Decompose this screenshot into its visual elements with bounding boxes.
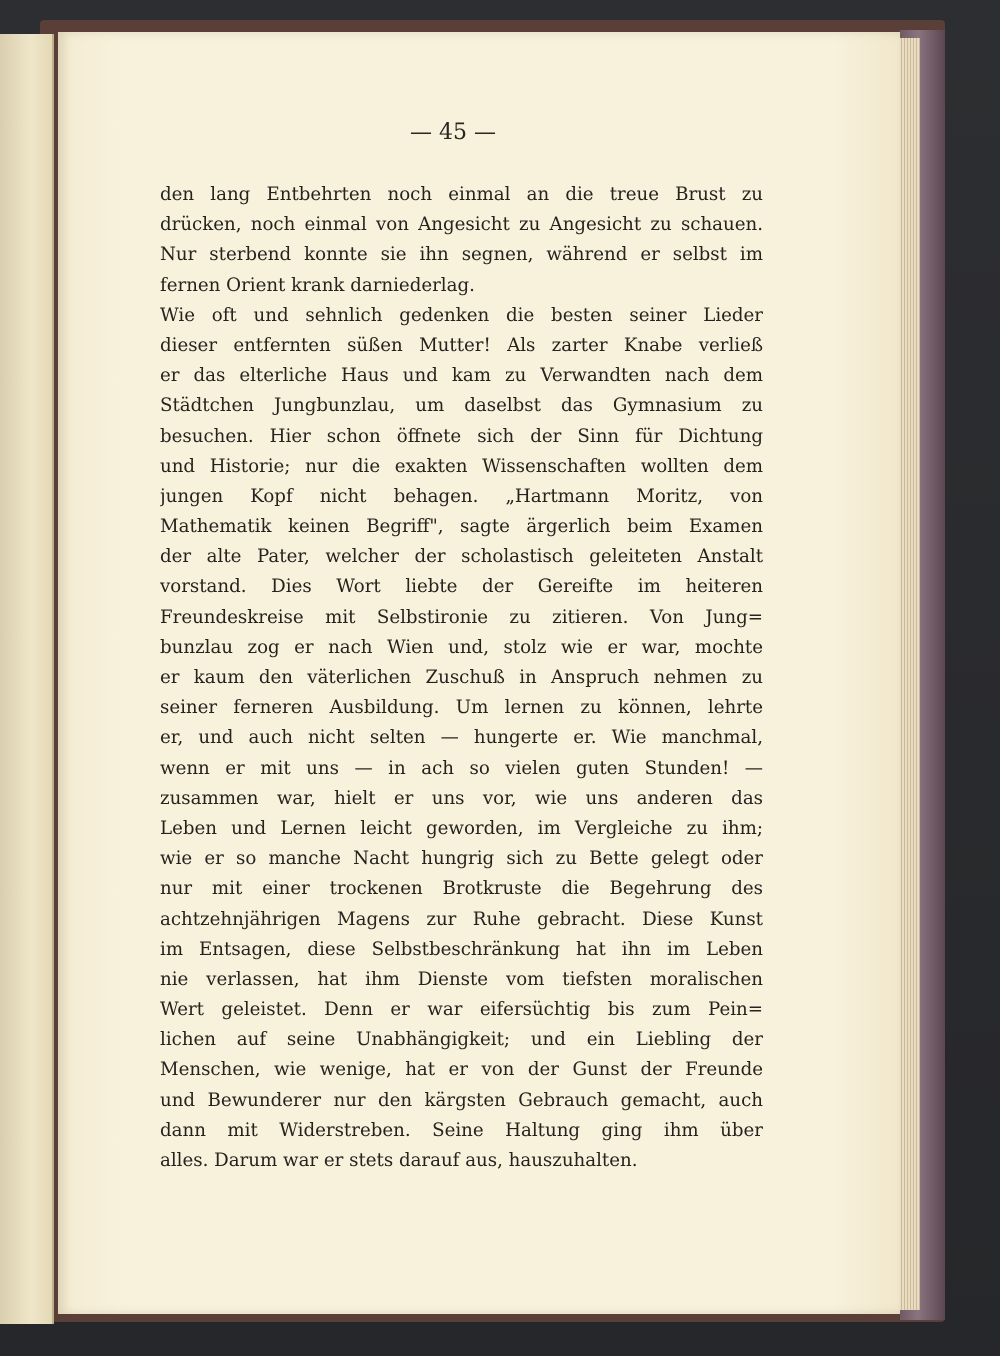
text-line: lichen auf seine Unabhängigkeit; und ein Liebling der xyxy=(160,1029,763,1051)
text-line: Menschen, wie wenige, hat er von der Gunst der Freunde xyxy=(160,1059,763,1081)
text-line: der alte Pater, welcher der scholastisch geleiteten Anstalt xyxy=(160,546,763,568)
left-page-edge xyxy=(0,34,54,1324)
text-line: besuchen. Hier schon öffnete sich der Sinn für Dichtung xyxy=(160,425,763,447)
text-line: er, und auch nicht selten — hungerte er. Wie manchmal, xyxy=(160,727,763,749)
text-line: jungen Kopf nicht behagen. „Hartmann Moritz, von xyxy=(160,485,763,507)
text-line: fernen Orient krank darniederlag. xyxy=(160,274,475,296)
text-line: nie verlassen, hat ihm Dienste vom tiefsten moralischen xyxy=(160,968,763,990)
book-page xyxy=(58,32,900,1314)
text-line: und Bewunderer nur den kärgsten Gebrauch gemacht, auch xyxy=(160,1089,763,1111)
text-line: zusammen war, hielt er uns vor, wie uns anderen das xyxy=(160,787,763,809)
text-line: wie er so manche Nacht hungrig sich zu Bette gelegt oder xyxy=(160,848,763,870)
text-line: drücken, noch einmal von Angesicht zu Angesicht zu schauen. xyxy=(160,214,763,236)
text-line: und Historie; nur die exakten Wissenschaften wollten dem xyxy=(160,455,763,477)
text-line: dieser entfernten süßen Mutter! Als zarter Knabe verließ xyxy=(160,334,763,356)
page-number: — 45 — xyxy=(410,120,496,145)
text-line: Wert geleistet. Denn er war eifersüchtig bis zum Pein= xyxy=(160,999,763,1021)
text-line: er das elterliche Haus und kam zu Verwandten nach dem xyxy=(160,365,763,387)
text-line: seiner ferneren Ausbildung. Um lernen zu können, lehrte xyxy=(160,697,763,719)
text-line: den lang Entbehrten noch einmal an die treue Brust zu xyxy=(160,184,763,205)
text-line: bunzlau zog er nach Wien und, stolz wie er war, mochte xyxy=(160,636,763,658)
text-line: Städtchen Jungbunzlau, um daselbst das Gymnasium zu xyxy=(160,395,763,417)
text-line: im Entsagen, diese Selbstbeschränkung hat ihn im Leben xyxy=(160,938,763,960)
text-line: Mathematik keinen Begriff", sagte ärgerlich beim Examen xyxy=(160,516,763,538)
text-line: vorstand. Dies Wort liebte der Gereifte im heiteren xyxy=(160,576,763,598)
text-line: nur mit einer trockenen Brotkruste die Begehrung des xyxy=(160,878,763,900)
text-line: achtzehnjährigen Magens zur Ruhe gebracht. Diese Kunst xyxy=(160,908,763,930)
text-line: Freundeskreise mit Selbstironie zu zitieren. Von Jung= xyxy=(160,606,763,628)
text-line: Wie oft und sehnlich gedenken die besten seiner Lieder xyxy=(160,304,763,326)
text-line: alles. Darum war er stets darauf aus, hauszuhalten. xyxy=(160,1150,638,1171)
text-line: Leben und Lernen leicht geworden, im Vergleiche zu ihm; xyxy=(160,817,763,839)
text-line: er kaum den väterlichen Zuschuß in Anspruch nehmen zu xyxy=(160,667,763,688)
text-line: Nur sterbend konnte sie ihn segnen, während er selbst im xyxy=(160,244,763,266)
text-line: dann mit Widerstreben. Seine Haltung ging ihm über xyxy=(160,1119,763,1141)
text-line: wenn er mit uns — in ach so vielen guten Stunden! — xyxy=(160,757,763,779)
body-text xyxy=(160,180,763,1176)
